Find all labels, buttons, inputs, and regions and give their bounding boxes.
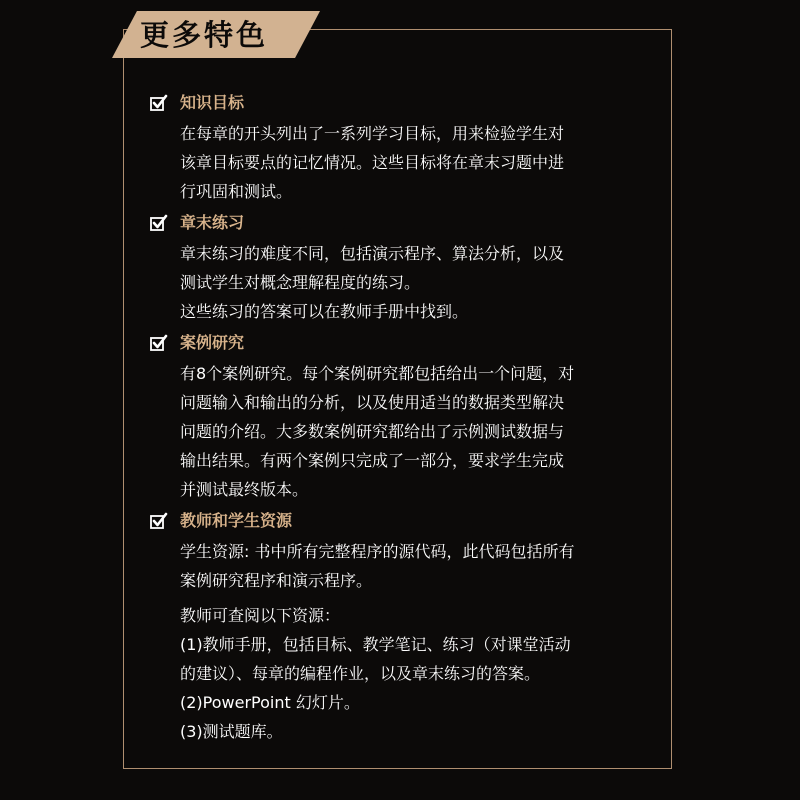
text-line: 该章目标要点的记忆情况。这些目标将在章末习题中进 [180,153,565,172]
section-body [180,119,660,206]
section-knowledge-goals [150,91,660,206]
section-title: 案例研究 [180,333,245,352]
text-line: 这些练习的答案可以在教师手册中找到。 [180,302,469,321]
text-line: 教师可查阅以下资源： [180,606,341,625]
section-title: 章末练习 [180,213,245,232]
section-header [150,211,660,235]
page-title: 更多特色 [140,18,269,52]
section-body [180,537,660,746]
section-teacher-student-resources [150,509,660,746]
text-line: 问题的介绍。大多数案例研究都给出了示例测试数据与 [180,422,565,441]
check-box-icon [150,94,168,112]
section-header [150,331,660,355]
section-body [180,239,660,326]
text-line: 案例研究程序和演示程序。 [180,571,373,590]
check-box-icon [150,214,168,232]
text-line: 输出结果。有两个案例只完成了一部分，要求学生完成 [180,451,565,470]
section-chapter-exercises [150,211,660,326]
text-line: 学生资源: 书中所有完整程序的源代码，此代码包括所有 [180,542,575,561]
section-title: 教师和学生资源 [180,511,293,530]
text-line: (2)PowerPoint 幻灯片。 [180,693,360,712]
check-box-icon [150,512,168,530]
section-header [150,91,660,115]
text-line: 有8个案例研究。每个案例研究都包括给出一个问题，对 [180,364,575,383]
text-line: 并测试最终版本。 [180,480,309,499]
section-body [180,359,660,504]
section-case-studies [150,331,660,504]
text-line: 行巩固和测试。 [180,182,293,201]
text-line: 测试学生对概念理解程度的练习。 [180,273,421,292]
text-line: (1)教师手册，包括目标、教学笔记、练习（对课堂活动 [180,635,571,654]
text-line: 问题输入和输出的分析，以及使用适当的数据类型解决 [180,393,565,412]
text-line: 在每章的开头列出了一系列学习目标，用来检验学生对 [180,124,565,143]
text-line: (3)测试题库。 [180,722,283,741]
section-header [150,509,660,533]
check-box-icon [150,334,168,352]
section-title: 知识目标 [180,93,245,112]
text-line: 章末练习的难度不同，包括演示程序、算法分析，以及 [180,244,565,263]
text-line: 的建议）、每章的编程作业，以及章末练习的答案。 [180,664,541,683]
